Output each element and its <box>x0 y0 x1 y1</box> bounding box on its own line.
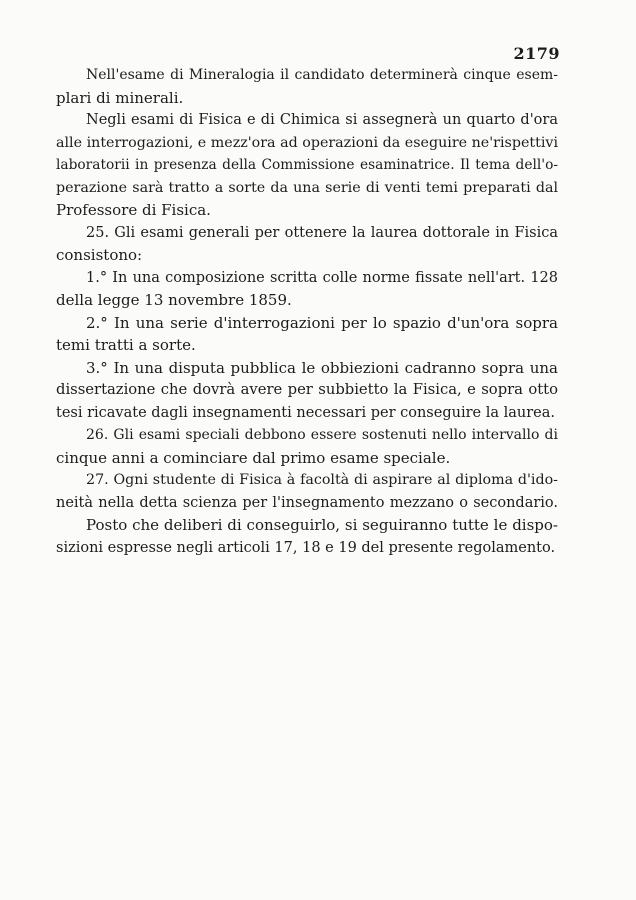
body-text <box>56 64 558 559</box>
article-27-heading-line: 27. Ogni studente di Fisica à facoltà di aspirare al diploma d'ido- <box>86 472 558 488</box>
text-line: neità nella detta scienza per l'insegnamento mezzano o secondario. <box>56 494 558 511</box>
page-number: 2179 <box>513 44 560 63</box>
text-line: dissertazione che dovrà avere per subbietto la Fisica, e sopra otto <box>56 381 558 398</box>
text-line: temi tratti a sorte. <box>56 336 196 354</box>
text-line: Nell'esame di Mineralogia il candidato determinerà cinque esem- <box>86 67 558 83</box>
text-line: perazione sarà tratto a sorte da una serie di venti temi preparati dal <box>56 179 558 196</box>
text-line: consistono: <box>56 246 143 264</box>
text-line: 3.° In una disputa pubblica le obbiezioni cadranno sopra una <box>86 358 558 377</box>
text-line: Professore di Fisica. <box>56 201 211 219</box>
article-25-heading-line: 25. Gli esami generali per ottenere la laurea dottorale in Fisica <box>86 224 558 241</box>
text-line: della legge 13 novembre 1859. <box>56 291 292 309</box>
text-line: plari di minerali. <box>56 88 184 107</box>
text-line: 1.° In una composizione scritta colle norme fissate nell'art. 128 <box>86 269 558 286</box>
text-line: alle interrogazioni, e mezz'ora ad operazioni da eseguire ne'rispettivi <box>56 134 558 151</box>
text-line: cinque anni a cominciare dal primo esame speciale. <box>56 448 451 467</box>
text-line: tesi ricavate dagli insegnamenti necessari per conseguire la laurea. <box>56 404 555 421</box>
text-line: Negli esami di Fisica e di Chimica si assegnerà un quarto d'ora <box>86 112 558 128</box>
text-line: 2.° In una serie d'interrogazioni per lo spazio d'un'ora sopra <box>86 313 558 332</box>
text-line: Posto che deliberi di conseguirlo, si seguiranno tutte le dispo- <box>86 516 558 534</box>
article-26-heading-line: 26. Gli esami speciali debbono essere sostenuti nello intervallo di <box>86 427 558 443</box>
text-line: sizioni espresse negli articoli 17, 18 e 19 del presente regolamento. <box>56 539 556 556</box>
text-line: laboratorii in presenza della Commissione esaminatrice. Il tema dell'o- <box>56 157 558 173</box>
